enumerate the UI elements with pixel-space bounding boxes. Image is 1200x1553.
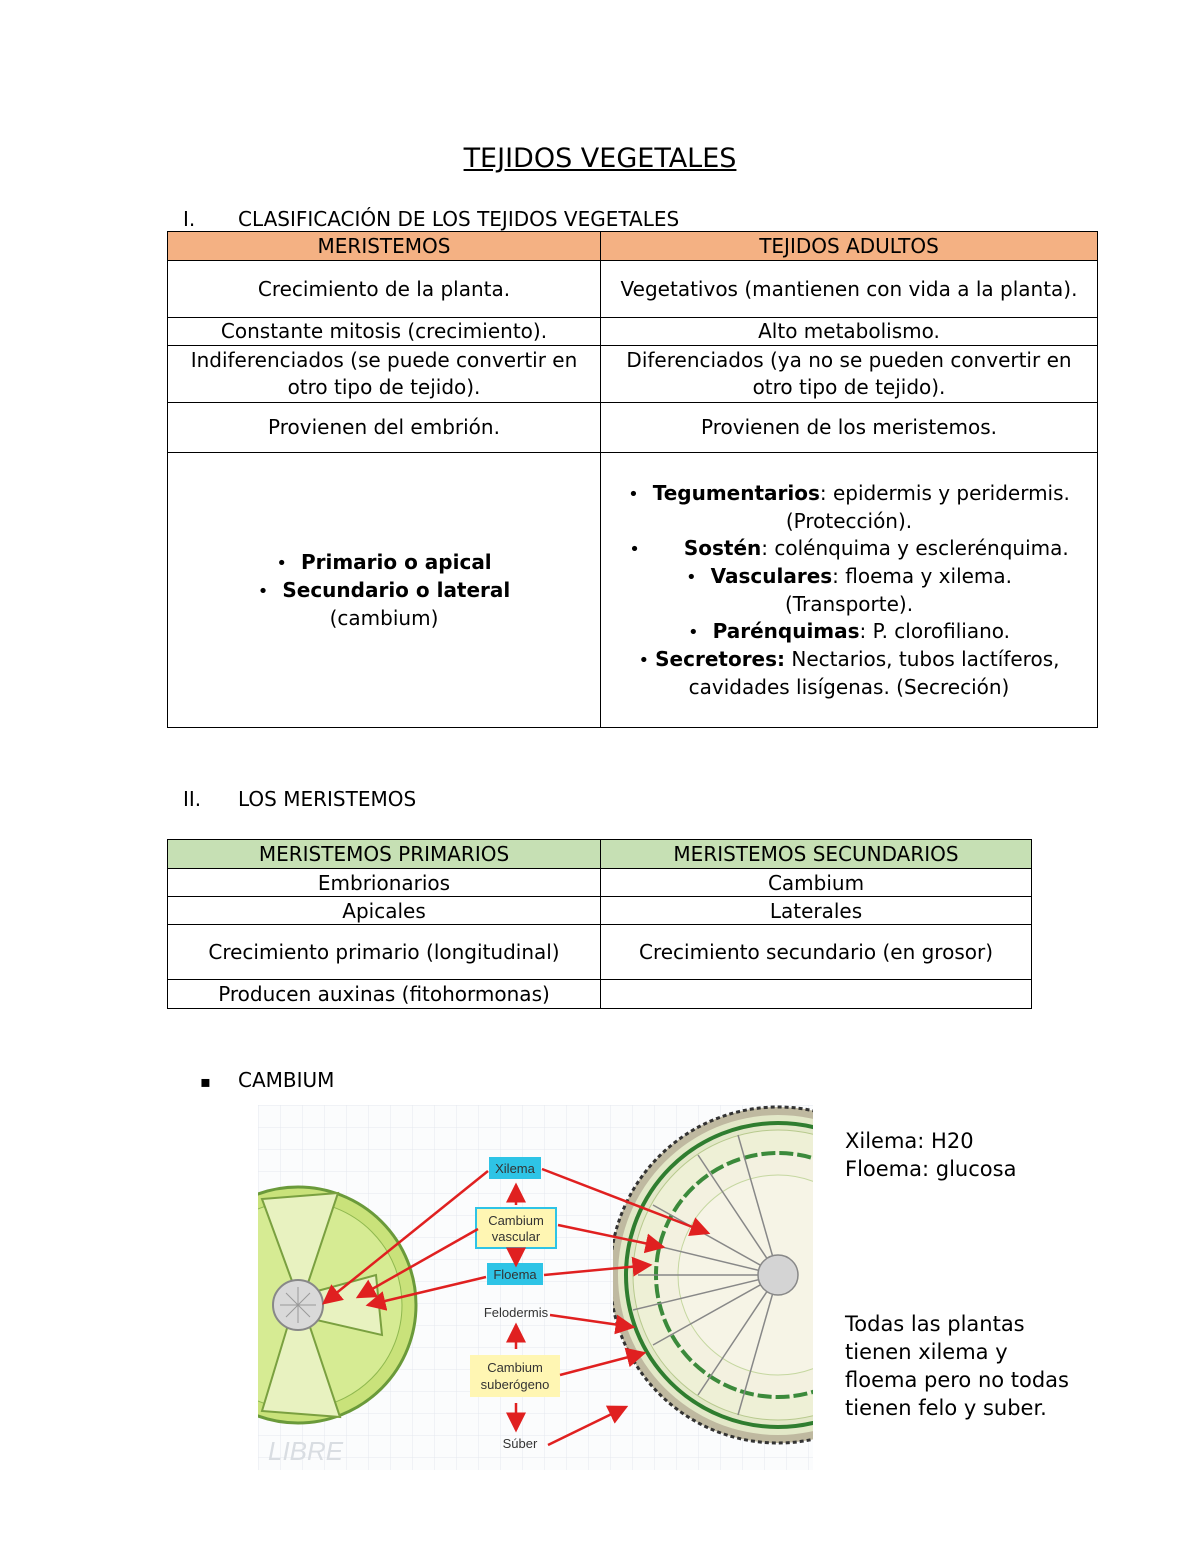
table-cell: Cambium bbox=[601, 869, 1032, 897]
list-note: (cambium) bbox=[329, 605, 439, 630]
header-meristemos-secundarios: MERISTEMOS SECUNDARIOS bbox=[601, 840, 1032, 869]
meristem-types-cell bbox=[168, 453, 601, 728]
table-cell: Crecimiento primario (longitudinal) bbox=[168, 925, 601, 980]
table-row bbox=[168, 925, 1032, 980]
table-cell: Producen auxinas (fitohormonas) bbox=[168, 980, 601, 1009]
note-line: tienen xilema y bbox=[845, 1340, 1008, 1364]
table-cell: Apicales bbox=[168, 897, 601, 925]
note-floema: Floema: glucosa bbox=[845, 1157, 1017, 1181]
bullet-icon: • bbox=[276, 552, 287, 574]
section-1-title: CLASIFICACIÓN DE LOS TEJIDOS VEGETALES bbox=[238, 207, 680, 231]
list-item: • Secundario o lateral bbox=[257, 577, 511, 602]
cambium-vascular-label-2: vascular bbox=[491, 1229, 541, 1244]
section-2-heading bbox=[183, 787, 416, 811]
section-2-number: II. bbox=[183, 787, 202, 811]
bullet-icon: • bbox=[257, 580, 269, 602]
header-meristemos-primarios: MERISTEMOS PRIMARIOS bbox=[168, 840, 601, 869]
bullet-icon: • bbox=[628, 483, 639, 505]
table-cell: Alto metabolismo. bbox=[601, 318, 1098, 346]
notes-block bbox=[845, 1127, 1016, 1183]
square-bullet-icon: ▪ bbox=[200, 1072, 211, 1091]
diagram-watermark: LIBRE bbox=[268, 1436, 344, 1466]
felodermis-label: Felodermis bbox=[483, 1305, 549, 1320]
table-cell: Embrionarios bbox=[168, 869, 601, 897]
cambium-suberogeno-label-2: suberógeno bbox=[480, 1377, 550, 1392]
adult-tissue-types-cell bbox=[601, 453, 1098, 728]
bullet-icon: • bbox=[638, 649, 650, 671]
classification-table bbox=[167, 231, 1098, 728]
header-meristemos: MERISTEMOS bbox=[168, 232, 601, 261]
table-row bbox=[168, 897, 1032, 925]
note-line: tienen felo y suber. bbox=[845, 1396, 1047, 1420]
bullet-icon: • bbox=[629, 538, 640, 560]
list-item: • Secretores: Nectarios, tubos lactíferos, cavidades lisígenas. (Secreción) bbox=[638, 646, 1060, 699]
list-item: • Sostén: colénquima y esclerénquima. bbox=[629, 535, 1069, 560]
notes-paragraph bbox=[845, 1310, 1069, 1422]
bullet-icon: • bbox=[685, 566, 697, 588]
cambium-vascular-label-1: Cambium bbox=[488, 1213, 544, 1228]
table-cell: Vegetativos (mantienen con vida a la planta). bbox=[601, 261, 1098, 318]
table-cell bbox=[601, 980, 1032, 1009]
table-row bbox=[168, 980, 1032, 1009]
table-row bbox=[168, 453, 1098, 728]
floema-label: Floema bbox=[493, 1267, 537, 1282]
page-title: TEJIDOS VEGETALES bbox=[463, 143, 737, 174]
table-cell: Constante mitosis (crecimiento). bbox=[168, 318, 601, 346]
table-cell: Indiferenciados (se puede convertir en otro tipo de tejido). bbox=[168, 346, 601, 403]
section-2-title: LOS MERISTEMOS bbox=[238, 787, 417, 811]
bullet-icon: • bbox=[687, 621, 699, 643]
cambium-diagram bbox=[258, 1105, 813, 1470]
list-item: • Vasculares: floema y xilema. (Transporte). bbox=[685, 563, 1013, 616]
table-cell: Provienen de los meristemos. bbox=[601, 403, 1098, 453]
xilema-label: Xilema bbox=[495, 1161, 535, 1176]
section-1-heading bbox=[183, 207, 679, 231]
table-row bbox=[168, 346, 1098, 403]
table-row bbox=[168, 261, 1098, 318]
table-row bbox=[168, 318, 1098, 346]
table-cell: Provienen del embrión. bbox=[168, 403, 601, 453]
section-1-number: I. bbox=[183, 207, 196, 231]
note-line: floema pero no todas bbox=[845, 1368, 1069, 1392]
header-tejidos-adultos: TEJIDOS ADULTOS bbox=[601, 232, 1098, 261]
table-row bbox=[168, 869, 1032, 897]
table-cell: Laterales bbox=[601, 897, 1032, 925]
section-3-title: CAMBIUM bbox=[238, 1068, 335, 1092]
list-item: • Primario o apical bbox=[276, 549, 492, 574]
list-item: • Tegumentarios: epidermis y peridermis. (Protección). bbox=[628, 480, 1070, 533]
table-cell: Diferenciados (ya no se pueden convertir en otro tipo de tejido). bbox=[601, 346, 1098, 403]
cambium-suberogeno-label-1: Cambium bbox=[487, 1360, 543, 1375]
note-line: Todas las plantas bbox=[845, 1312, 1025, 1336]
note-xilema: Xilema: H20 bbox=[845, 1129, 974, 1153]
table-row bbox=[168, 403, 1098, 453]
list-item: • Parénquimas: P. clorofiliano. bbox=[687, 618, 1010, 643]
suber-label: Súber bbox=[502, 1436, 538, 1451]
section-3-heading bbox=[200, 1068, 334, 1092]
meristems-table bbox=[167, 839, 1032, 1009]
table-cell: Crecimiento de la planta. bbox=[168, 261, 601, 318]
table-cell: Crecimiento secundario (en grosor) bbox=[601, 925, 1032, 980]
